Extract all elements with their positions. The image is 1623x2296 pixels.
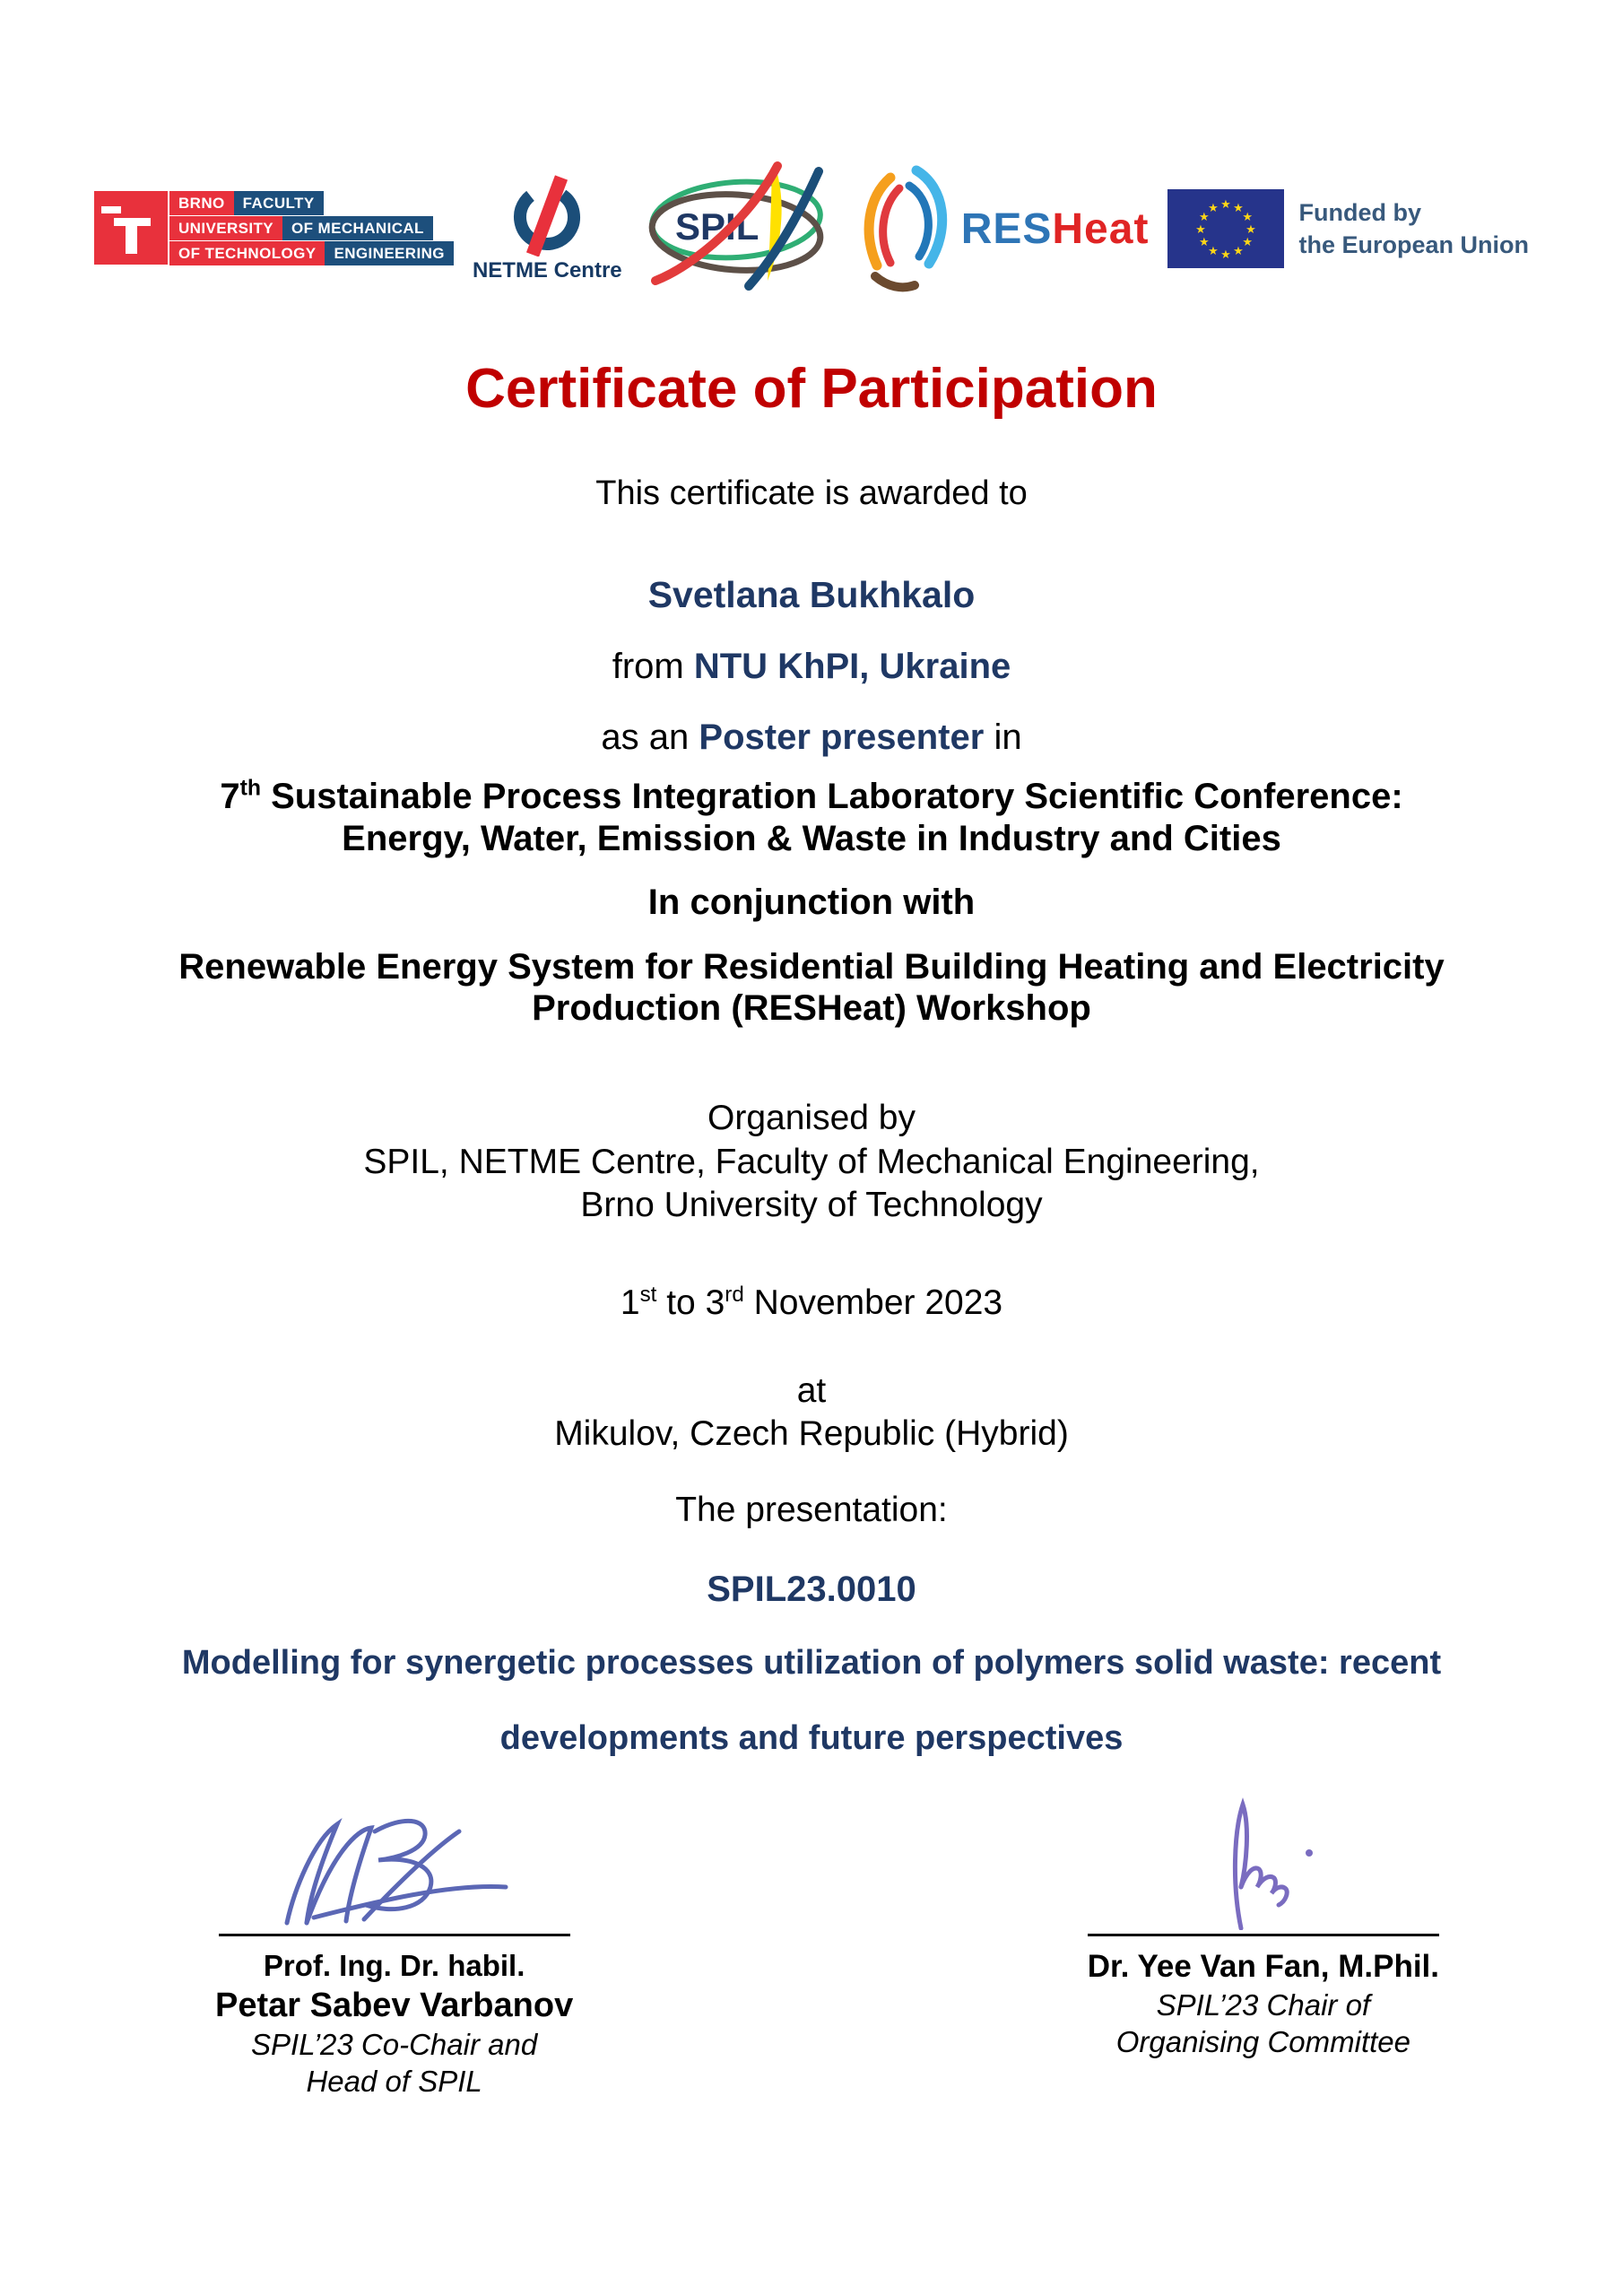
svg-text:★: ★ bbox=[1208, 202, 1219, 215]
eu-funding-logo bbox=[1167, 189, 1529, 268]
right-signatory-role1: SPIL’23 Chair of bbox=[1156, 1988, 1371, 2022]
conference-ordinal: th bbox=[239, 776, 261, 801]
organisers-line1: SPIL, NETME Centre, Faculty of Mechanical Engineering, bbox=[363, 1142, 1260, 1181]
eu-flag-icon bbox=[1167, 189, 1284, 268]
left-signatory-role1: SPIL’23 Co-Chair and bbox=[251, 2028, 538, 2062]
but-label-university: UNIVERSITY bbox=[169, 216, 282, 240]
svg-text:★: ★ bbox=[1220, 198, 1232, 212]
signature-block-left bbox=[215, 1803, 573, 2100]
netme-ring-icon bbox=[506, 174, 588, 257]
conjunction-line: In conjunction with bbox=[647, 883, 976, 923]
but-label-brno: BRNO bbox=[169, 191, 234, 215]
affiliation-line bbox=[0, 647, 1623, 687]
certificate-title: Certificate of Participation bbox=[465, 358, 1158, 420]
from-prefix: from bbox=[612, 647, 684, 687]
spil-logo bbox=[641, 155, 831, 303]
recipient-affiliation: NTU KhPI, Ukraine bbox=[693, 647, 1011, 687]
role-prefix: as an bbox=[601, 718, 690, 758]
but-t-icon bbox=[94, 191, 168, 265]
presentation-title bbox=[0, 1626, 1623, 1776]
presentation-label: The presentation: bbox=[675, 1491, 948, 1530]
svg-text:★: ★ bbox=[1199, 211, 1211, 224]
right-signatory-name: Dr. Yee Van Fan, M.Phil. bbox=[1087, 1949, 1439, 1985]
svg-text:SPIL: SPIL bbox=[674, 204, 759, 248]
but-label-engineering: ENGINEERING bbox=[325, 241, 453, 265]
date-sup1: st bbox=[639, 1283, 657, 1308]
presentation-title-line1: Modelling for synergetic processes utilization of polymers solid waste: recent bbox=[181, 1644, 1442, 1683]
at-label: at bbox=[796, 1371, 827, 1411]
date-mid: to 3 bbox=[656, 1283, 725, 1323]
svg-text:★: ★ bbox=[1233, 202, 1245, 215]
left-signatory-name: Petar Sabev Varbanov bbox=[215, 1986, 574, 2024]
svg-text:★: ★ bbox=[1245, 223, 1257, 237]
but-label-of-mechanical: OF MECHANICAL bbox=[282, 216, 433, 240]
recipient-name: Svetlana Bukhkalo bbox=[647, 574, 976, 616]
organised-by-label: Organised by bbox=[707, 1098, 916, 1137]
signature-line-left bbox=[219, 1934, 570, 1936]
date-sup2: rd bbox=[725, 1283, 744, 1308]
role-line bbox=[0, 718, 1623, 758]
svg-text:★: ★ bbox=[1195, 223, 1207, 237]
conference-number: 7 bbox=[220, 777, 240, 817]
brno-university-logo bbox=[94, 191, 454, 266]
right-signatory-role2: Organising Committee bbox=[1115, 2025, 1410, 2059]
workshop-line1: Renewable Energy System for Residential Building Heating and Electricity bbox=[178, 947, 1445, 987]
organisers-line2: Brno University of Technology bbox=[580, 1186, 1043, 1225]
logos-row bbox=[94, 0, 1529, 305]
resheat-heat-label: Heat bbox=[1052, 204, 1150, 253]
signatures-row bbox=[0, 1803, 1623, 2100]
svg-text:★: ★ bbox=[1233, 245, 1245, 258]
svg-text:★: ★ bbox=[1208, 245, 1219, 258]
spil-icon bbox=[641, 155, 831, 303]
organisers-block bbox=[0, 1097, 1623, 1228]
event-location: Mikulov, Czech Republic (Hybrid) bbox=[554, 1413, 1069, 1453]
svg-text:★: ★ bbox=[1242, 211, 1254, 224]
conference-line2: Energy, Water, Emission & Waste in Industry and Cities bbox=[342, 818, 1281, 858]
signature-block-right bbox=[1088, 1803, 1439, 2100]
signature-varbanov bbox=[260, 1805, 529, 1930]
resheat-logo bbox=[850, 161, 1150, 296]
resheat-swirl-icon bbox=[850, 161, 958, 296]
resheat-res-label: RES bbox=[960, 204, 1053, 253]
conference-line1: Sustainable Process Integration Laboratory Scientific Conference: bbox=[261, 777, 1403, 817]
date-day1: 1 bbox=[620, 1283, 640, 1323]
svg-text:★: ★ bbox=[1199, 236, 1211, 249]
conference-title bbox=[0, 776, 1623, 859]
signature-line-right bbox=[1088, 1934, 1439, 1936]
eu-funded-line2: the European Union bbox=[1298, 231, 1529, 258]
role-suffix: in bbox=[994, 718, 1022, 758]
netme-centre-logo bbox=[473, 174, 622, 283]
workshop-title bbox=[0, 946, 1623, 1030]
recipient-role: Poster presenter bbox=[699, 718, 985, 758]
signature-fan bbox=[1187, 1796, 1340, 1930]
presentation-title-line2: developments and future perspectives bbox=[499, 1718, 1124, 1757]
location-block bbox=[0, 1370, 1623, 1455]
but-label-faculty: FACULTY bbox=[234, 191, 324, 215]
presentation-code: SPIL23.0010 bbox=[707, 1570, 916, 1610]
svg-text:★: ★ bbox=[1242, 236, 1254, 249]
awarded-to-line: This certificate is awarded to bbox=[595, 474, 1028, 513]
left-signatory-title: Prof. Ing. Dr. habil. bbox=[263, 1949, 525, 1983]
svg-text:★: ★ bbox=[1220, 248, 1232, 262]
workshop-line2: Production (RESHeat) Workshop bbox=[532, 988, 1091, 1029]
event-dates bbox=[0, 1283, 1623, 1323]
left-signatory-role2: Head of SPIL bbox=[306, 2065, 482, 2099]
eu-funded-line1: Funded by bbox=[1298, 198, 1421, 226]
date-rest: November 2023 bbox=[743, 1283, 1003, 1323]
netme-label: NETME Centre bbox=[472, 258, 622, 283]
but-label-of-technology: OF TECHNOLOGY bbox=[169, 241, 325, 265]
